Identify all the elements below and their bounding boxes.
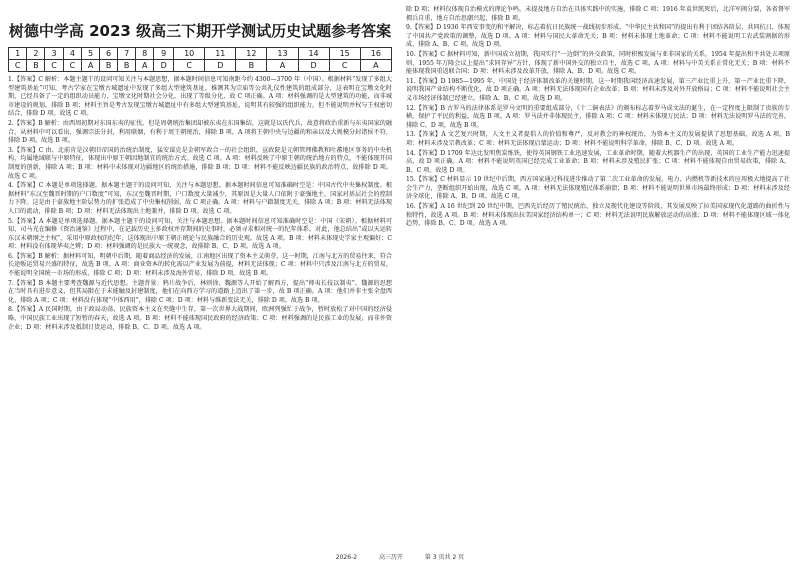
answer-explanation-paragraph: 15.【答案】C 材料显示 19 世纪中后期，西方国家通过科技进步推动了第二次工业革命的发展，电力、内燃机等新技术的应用极大地提高了社会生产力，垄断组织开始出现，故选 C 项。A 项：材料无法体现殖民体系崩溃；B 项：材料不能说明世界市场最终形成；D 项：材料未涉及经济全球化，排除 A、B、D 项。故选 C 项。: [406, 176, 790, 201]
answer-key-answer-cell: D: [154, 60, 174, 72]
answer-key-answer-cell: B: [118, 60, 136, 72]
answer-explanation-paragraph: 6.【答案】B 解析：据材料可知，明朝中后期，随着商品经济的发展，江南地区出现了资本主义萌芽，这一时期，江南与北方的贸易往来，符合长途贩运贸易兴盛的特征，故选 B 项。A 项：商业资本的转化需以产业发展为前提，材料无法体现；C 项：材料中只涉及江南与北方的贸易，不能说明全国统一市场的形成，排除 C 项；D 项：材料未涉及海外贸易，排除 D 项。故选 B 项。: [8, 252, 392, 278]
footer-code: 2026-2: [335, 554, 358, 561]
answer-key-number-cell: 1: [9, 48, 27, 60]
answer-key-answer-cell: C: [329, 60, 360, 72]
answer-key-answer-cell: C: [63, 60, 81, 72]
answer-key-answer-cell: D: [205, 60, 236, 72]
answer-key-answer-cell: A: [267, 60, 298, 72]
answer-key-number-cell: 16: [360, 48, 391, 60]
answer-key-answer-cell: B: [100, 60, 118, 72]
right-answer-explanations: [406, 6, 790, 229]
answer-explanation-paragraph: 2.【答案】B 解析：由西周初期对东国东夷的征伐，但是周朝统治集团却被东夷在东国集结，这就是以氏代兵，故意将政治重新与东夷国家的融合，从材料中可以看出，强调宗法分封，利用联姻，有利于周王朝统治，排除 B 项，A 项将王朝中央与边疆的和亲以及大规模分封诸侯不符，排除 D 项。故选 B 项。: [8, 119, 392, 145]
answer-key-number-cell: 7: [118, 48, 136, 60]
answer-key-answer-cell: A: [136, 60, 154, 72]
footer-page-number: 第 3 页共 2 页: [424, 554, 465, 561]
answer-explanation-paragraph: 除 D 项；材料仅体现自治模式的理论争鸣，未提及地方自治在具体实践中的实施，排除 C 项；1916 年袁世凯死后，北洋军阀分裂，各省督军拥兵自重，地方自治思潮兴起，排除 B 项。: [406, 6, 790, 22]
answer-explanation-paragraph: 9.【答案】D 1936 年西安事变的和平解决，标志着抗日民族统一战线初步形成。“中华民主共和国”的提出有利于团结各阶层，共同抗日，体现了中国共产党政策的调整，故选 D 项。A 项：材料与国民大革命无关；B 项：材料未体现土地革命；C 项：材料不能说明工农武装割据的形成，排除 A、B、C 项。故选 D 项。: [406, 24, 790, 49]
answer-key-number-cell: 12: [236, 48, 267, 60]
answer-key-number-row: [9, 48, 392, 60]
answer-key-answer-cell: B: [236, 60, 267, 72]
right-column: [406, 6, 790, 230]
answer-key-number-cell: 13: [267, 48, 298, 60]
answer-explanation-paragraph: 11.【答案】D 1985—1995 年，中国处于经济体制改革的关键时期，这一时期我国经济高速发展，第三产业比重上升，第一产业比重下降，说明我国产业结构不断优化，故 D 项正确。A 项：材料无法体现国有企业改革；B 项：材料未涉及对外开放格局；C 项：材料不能说明社会主义市场经济体制已经建立，排除 A、B、C 项。故选 D 项。: [406, 77, 790, 102]
answer-key-number-cell: 8: [136, 48, 154, 60]
answer-key-answer-cell: B: [27, 60, 45, 72]
page-footer: [0, 552, 800, 561]
answer-key-answer-cell: C: [9, 60, 27, 72]
answer-key-answer-cell: A: [82, 60, 100, 72]
left-column: [8, 6, 392, 333]
answer-key-number-cell: 4: [63, 48, 81, 60]
answer-explanation-paragraph: 10.【答案】C 据材料可知，新中国成立初期，我国实行“一边倒”的外交政策，同时积极发展与亚非国家的关系，1954 年提出和平共处五项原则，1955 年万隆会议上提出“求同存异”方针，体现了新中国外交的独立自主，故选 C 项。A 项：材料与中美关系正常化无关；B 项：材料不能体现我国重返联合国；D 项：材料未涉及改革开放，排除 A、B、D 项。故选 C 项。: [406, 50, 790, 76]
answer-key-number-cell: 3: [45, 48, 63, 60]
answer-explanation-paragraph: 3.【答案】C 由、北前肯是汉朝旧帝国的治统治制度，猛安谋克是金朝军政合一的社会组织，宣政院是元朝管理佛教和吐蕃地区事务的中央机构，均属地域联与中原特征，体现出中原王朝因地制宜的统治方式。故选 C 项。A 项：材料反映了中原王朝的统治地方的特点，不能体现开国制度的创新，排除 A 项；B 项：材料中未体现对边疆地区的统治措施，排除 B 项；D 项：材料不能反映边疆民族的政治特点，故排除 D 项。故选 C 项。: [8, 146, 392, 180]
answer-key-table: [8, 47, 392, 72]
answer-explanation-paragraph: 12.【答案】B 古罗马的法律体系是罗马文明的重要组成部分，《十二铜表法》的颁布标志着罗马成文法的诞生，在一定程度上限制了贵族的专横，保护了平民的利益，故选 B 项。A 项：罗马法并非体现民主，排除 A 项；C 项：材料未体现万民法；D 项：材料无法说明罗马法的完善，排除 C、D 项。故选 B 项。: [406, 104, 790, 129]
answer-key-answer-cell: C: [45, 60, 63, 72]
answer-key-number-cell: 2: [27, 48, 45, 60]
answer-explanation-paragraph: 1.【答案】C 解析：本题主题干的设问可知关注与本题思想，据本题时间信息可知南距今约 4300—3700 年（中国）。根据材料“发现了多组大型建筑基址”可知，考古学家在宝墩古城遗址中发现了多组大型建筑基址。推测其为宗庙等公共礼仪性建筑的组成部分，这表明在宝墩文化时期，已经具备了一定的组织动员能力，宝墩文化时期社会分化，出现了等级分化，故 C 项正确。A 项：材料强调的是大型建筑的功能，而非城市建设的规划，排除 B 项；材料主旨是考古发现宝墩古城遗址中有多组大型建筑基址，说明其有较强的组织能力，但不能说明并权与王权密切结合，排除 D 项。故选 C 项。: [8, 76, 392, 118]
answer-explanation-paragraph: 16.【答案】A 16 世纪到 20 世纪中期，巴西先后经历了殖民统治、独立及现代化建设等阶段，其发展反映了拉美国家现代化道路的曲折性与独特性，故选 A 项。B 项：材料未体现出拉美国家经济结构单一；C 项：材料无法说明民族解放运动的高涨；D 项：材料不能体现区域一体化趋势，排除 B、C、D 项。故选 A 项。: [406, 203, 790, 228]
answer-key-answer-cell: D: [298, 60, 329, 72]
answer-key-number-cell: 14: [298, 48, 329, 60]
footer-subject: 高三历开: [378, 554, 403, 561]
answer-explanation-paragraph: 14.【答案】D 1709 年达比发明焦炭炼铁，使得英国钢铁工业迅速发展，工业革命时期，随着大机器生产的出现，英国的工业生产能力迅速提高，故 D 项正确。A 项：材料不能说明英国已经完成工业革命；B 项：材料未涉及殖民扩张；C 项：材料不能体现自由贸易政策，排除 A、B、C 项。故选 D 项。: [406, 149, 790, 174]
answer-explanation-paragraph: 7.【答案】B 本题主要考查魏源与近代思想。主题背景：鸦片战争后，林则徐、魏源等人开始了解西方，提出“师夷长技以制夷”，魏源的思想在当时具有进步意义，但其局限在于未能触及封建制度，他们在向西方学习的道路上迈出了第一步，故 B 项正确。A 项：他们并非主张全盘西化，排除 A 项；C 项：材料没有体现“中体西用”，排除 C 项；D 项：材料与维新变法无关，排除 D 项。故选 B 项。: [8, 279, 392, 304]
answer-explanation-paragraph: 4.【答案】C 本题是单项选择题。据本题主题干的设问可知，关注与本题思想。据本题时间信息可知准确时空是：中国古代中央集权制度。根据材料“东汉至魏晋时期的户口数度”可知，东汉至魏晋时期，户口数度大量减少，其原因是大量人口依附于豪强地主，国家对基层社会的控制力下降。这是由于豪族地主阶层势力的扩张造成了中央集权削弱，故 C 项正确。A 项：材料与户籍制度无关，排除 A 项；B 项：材料无法体现人口的流动，排除 B 项；D 项：材料无法体现出土地兼并，排除 D 项。故选 C 项。: [8, 182, 392, 215]
answer-key-number-cell: 6: [100, 48, 118, 60]
answer-explanation-paragraph: 8.【答案】A 民国时期，由于政局动荡，民族资本主义在夹缝中生存，第一次世界大战期间，欧洲列强忙于战争，暂时放松了对中国的经济侵略，中国民族工业出现了短暂的春天，故选 A 项。B 项：材料不能体现国民政府的经济政策；C 项：材料强调的是民族工业的发展，而非外资企业；D 项：材料未涉及抵制日货运动，排除 B、C、D 项。故选 A 项。: [8, 306, 392, 331]
answer-explanation-paragraph: 5.【答案】A 本题是单项选择题。据本题主题干的设问可知，关注与本题思想。据本题时间信息可知准确时空是：中国（宋朝）。根据材料可知，司马光在编修《资治通鉴》过程中，在记载历史上多政权并存期间的史事时，必须寻求相对统一的纪年体系。对此，他总结出“或以天运转东汉末朝纲之主权”，采用中原政权的纪年，这体现出中原王朝正统论与民族融合的历史观。故选 A 项。B 项：材料未体现史学家主观偏好；C 项：材料没有体现华夷之辨；D 项：材料强调的是民族大一统观念，故排除 B、C、D 项。故选 A 项。: [8, 217, 392, 251]
answer-key-number-cell: 11: [205, 48, 236, 60]
answer-key-number-cell: 15: [329, 48, 360, 60]
answer-explanation-paragraph: 13.【答案】A 文艺复兴时期，人文主义者提倡人的价值和尊严，反对教会的神权统治，为资本主义的发展提供了思想基础，故选 A 项。B 项：材料未涉及宗教改革；C 项：材料无法体现启蒙运动；D 项：材料不能说明科学革命，排除 B、C、D 项。故选 A 项。: [406, 131, 790, 147]
answer-key-answer-row: [9, 60, 392, 72]
answer-key-answer-cell: C: [174, 60, 205, 72]
left-answer-explanations: [8, 76, 392, 332]
answer-key-number-cell: 9: [154, 48, 174, 60]
answer-key-number-cell: 10: [174, 48, 205, 60]
answer-key-answer-cell: A: [360, 60, 391, 72]
document-title: 树德中学高 2023 级高三下期开学测试历史试题参考答案: [8, 22, 392, 40]
answer-key-number-cell: 5: [82, 48, 100, 60]
